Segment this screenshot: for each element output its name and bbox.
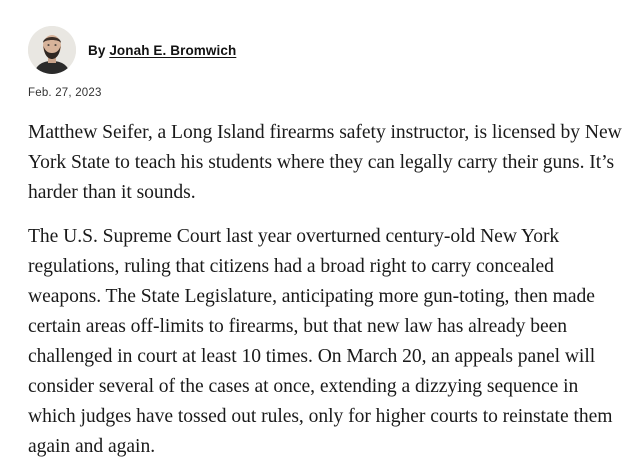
byline-row bbox=[28, 26, 628, 74]
article bbox=[28, 26, 628, 476]
byline bbox=[88, 43, 236, 58]
byline-prefix: By bbox=[88, 42, 106, 58]
author-link[interactable]: Jonah E. Bromwich bbox=[109, 42, 237, 58]
author-portrait-icon bbox=[28, 26, 76, 74]
author-avatar[interactable] bbox=[28, 26, 76, 74]
article-body bbox=[28, 118, 628, 462]
publish-date: Feb. 27, 2023 bbox=[28, 87, 102, 99]
paragraph: Matthew Seifer, a Long Island firearms safety instructor, is licensed by New York State to teach his students where they can legally carry their guns. It’s harder than it sounds. bbox=[28, 122, 622, 203]
paragraph: The U.S. Supreme Court last year overturned century-old New York regulations, ruling that citizens had a broad right to carry concealed weapons. The State Legislature, anticipating more gun-toting, then made certain areas off-limits to firearms, but that new law has already been challenged in court at least 10 times. On March 20, an appeals panel will consider several of the cases at once, extending a dizzying sequence in which judges have tossed out rules, only for higher courts to reinstate them again and again. bbox=[28, 226, 613, 457]
